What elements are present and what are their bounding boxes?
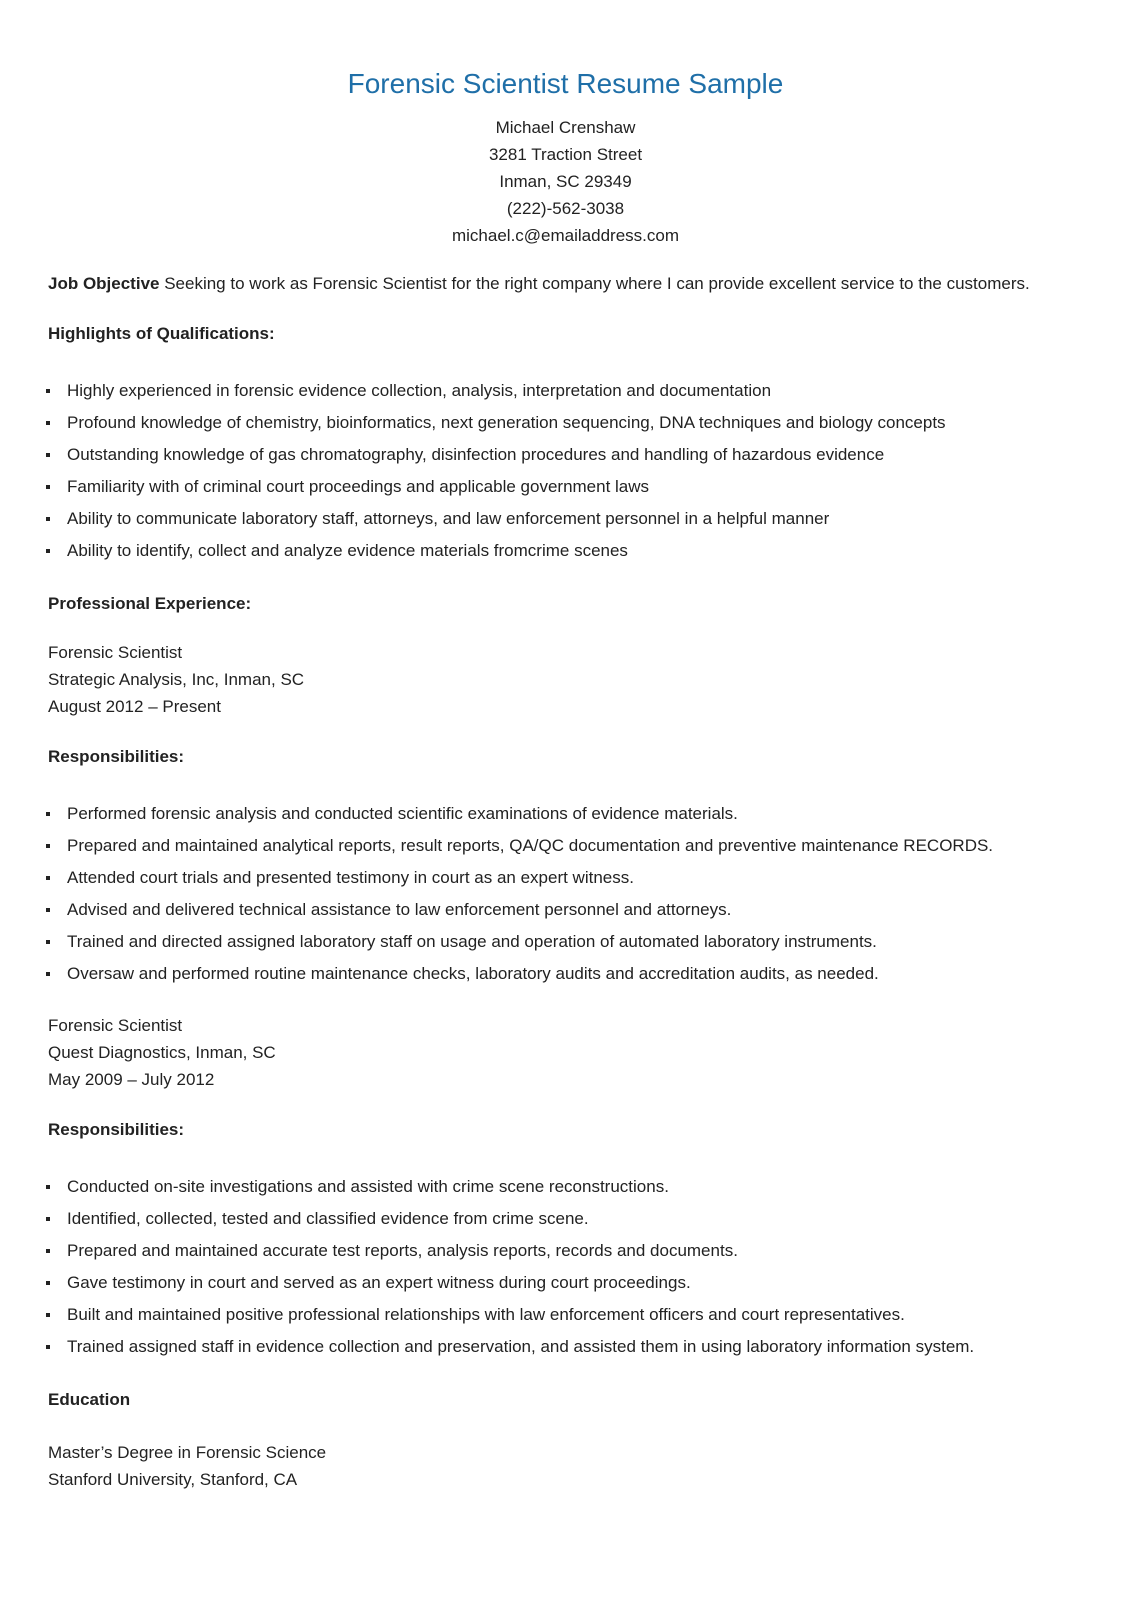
list-item [48, 830, 1088, 862]
list-item-text: Prepared and maintained accurate test reports, analysis reports, records and documents. [67, 1241, 738, 1260]
list-item-text: Advised and delivered technical assistance to law enforcement personnel and attorneys. [67, 900, 732, 919]
list-item-text: Performed forensic analysis and conducted scientific examinations of evidence materials. [67, 804, 738, 823]
bullet-icon [46, 1281, 50, 1285]
responsibilities-list [48, 1171, 1088, 1363]
list-item-text: Ability to identify, collect and analyze evidence materials fromcrime scenes [67, 541, 628, 560]
list-item [48, 1331, 1088, 1363]
bullet-icon [46, 421, 50, 425]
list-item-text: Prepared and maintained analytical reports, result reports, QA/QC documentation and preventive maintenance RECORDS. [67, 836, 994, 855]
list-item [48, 894, 1088, 926]
education-degree: Master’s Degree in Forensic Science [48, 1443, 327, 1462]
contact-city: Inman, SC 29349 [499, 172, 632, 191]
list-item [48, 471, 1088, 503]
list-item [48, 926, 1088, 958]
bullet-icon [46, 940, 50, 944]
job-objective [48, 270, 1088, 297]
job-title: Forensic Scientist [48, 643, 183, 662]
list-item [48, 407, 1088, 439]
bullet-icon [46, 1313, 50, 1317]
education-school: Stanford University, Stanford, CA [48, 1470, 298, 1489]
list-item [48, 375, 1088, 407]
job-company: Strategic Analysis, Inc, Inman, SC [48, 670, 305, 689]
experience-heading: Professional Experience: [48, 594, 252, 613]
list-item-text: Gave testimony in court and served as an expert witness during court proceedings. [67, 1273, 691, 1292]
bullet-icon [46, 1217, 50, 1221]
list-item [48, 798, 1088, 830]
bullet-icon [46, 517, 50, 521]
bullet-icon [46, 1249, 50, 1253]
bullet-icon [46, 549, 50, 553]
list-item [48, 535, 1088, 567]
bullet-icon [46, 812, 50, 816]
highlights-heading: Highlights of Qualifications: [48, 324, 275, 343]
list-item-text: Trained and directed assigned laboratory staff on usage and operation of automated laboratory instruments. [67, 932, 877, 951]
bullet-icon [46, 876, 50, 880]
responsibilities-heading: Responsibilities: [48, 747, 185, 766]
list-item-text: Profound knowledge of chemistry, bioinformatics, next generation sequencing, DNA techniques and biology concepts [67, 413, 946, 432]
contact-block [0, 114, 1131, 249]
job-objective-label: Job Objective [48, 274, 160, 293]
bullet-icon [46, 1345, 50, 1349]
contact-email: michael.c@emailaddress.com [451, 226, 679, 245]
responsibilities-heading: Responsibilities: [48, 1120, 185, 1139]
job-dates: August 2012 – Present [48, 697, 221, 716]
highlights-list [48, 375, 1088, 567]
list-item [48, 439, 1088, 471]
bullet-icon [46, 972, 50, 976]
list-item-text: Outstanding knowledge of gas chromatography, disinfection procedures and handling of hazardous evidence [67, 445, 885, 464]
list-item [48, 1171, 1088, 1203]
list-item-text: Conducted on-site investigations and assisted with crime scene reconstructions. [67, 1177, 669, 1196]
contact-name: Michael Crenshaw [495, 118, 636, 137]
bullet-icon [46, 485, 50, 489]
bullet-icon [46, 908, 50, 912]
responsibilities-list [48, 798, 1088, 990]
list-item-text: Identified, collected, tested and classified evidence from crime scene. [67, 1209, 589, 1228]
list-item [48, 1299, 1088, 1331]
contact-phone: (222)-562-3038 [506, 199, 625, 218]
job-title: Forensic Scientist [48, 1016, 183, 1035]
list-item-text: Attended court trials and presented testimony in court as an expert witness. [67, 868, 634, 887]
list-item [48, 503, 1088, 535]
list-item-text: Oversaw and performed routine maintenance checks, laboratory audits and accreditation audits, as needed. [67, 964, 879, 983]
job-dates: May 2009 – July 2012 [48, 1070, 215, 1089]
list-item-text: Ability to communicate laboratory staff, attorneys, and law enforcement personnel in a helpful manner [67, 509, 830, 528]
bullet-icon [46, 389, 50, 393]
page-title: Forensic Scientist Resume Sample [347, 68, 784, 99]
job-entry-2 [48, 1012, 1088, 1093]
contact-street: 3281 Traction Street [488, 145, 643, 164]
list-item [48, 862, 1088, 894]
job-company: Quest Diagnostics, Inman, SC [48, 1043, 276, 1062]
job-objective-text: Seeking to work as Forensic Scientist for the right company where I can provide excellent service to the customers. [159, 274, 1030, 293]
job-entry-1 [48, 639, 1088, 720]
bullet-icon [46, 844, 50, 848]
list-item-text: Familiarity with of criminal court proceedings and applicable government laws [67, 477, 650, 496]
education-entry [48, 1439, 1088, 1493]
bullet-icon [46, 1185, 50, 1189]
list-item [48, 958, 1088, 990]
list-item [48, 1203, 1088, 1235]
list-item-text: Highly experienced in forensic evidence collection, analysis, interpretation and documentation [67, 381, 772, 400]
list-item-text: Built and maintained positive professional relationships with law enforcement officers and court representatives. [67, 1305, 905, 1324]
list-item [48, 1267, 1088, 1299]
education-heading: Education [48, 1390, 131, 1409]
bullet-icon [46, 453, 50, 457]
list-item [48, 1235, 1088, 1267]
list-item-text: Trained assigned staff in evidence collection and preservation, and assisted them in using laboratory information system. [67, 1337, 975, 1356]
resume-body [48, 270, 1088, 1493]
